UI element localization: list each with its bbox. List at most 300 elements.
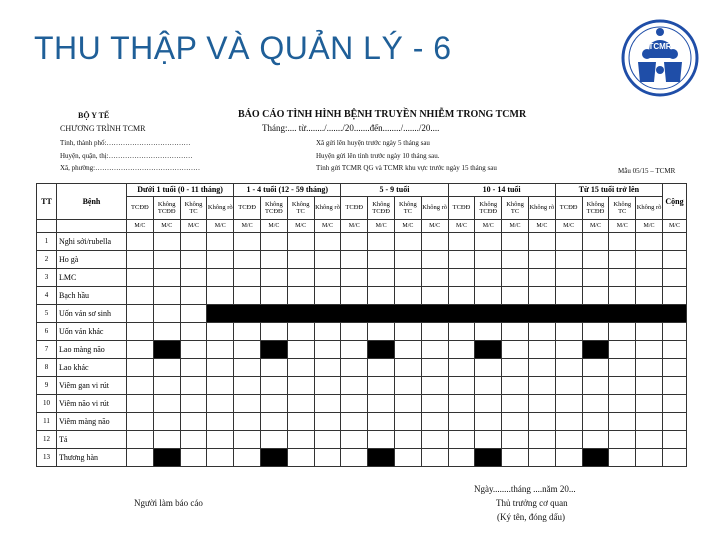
- data-cell: [394, 377, 421, 395]
- mc-header: M/C: [582, 220, 609, 233]
- data-cell: [314, 251, 341, 269]
- data-cell: [207, 413, 234, 431]
- data-cell: [287, 413, 314, 431]
- data-cell: [582, 269, 609, 287]
- data-cell: [207, 233, 234, 251]
- vaccination-status-header: Không TC: [502, 197, 529, 220]
- data-cell: [421, 413, 448, 431]
- data-cell: [475, 251, 502, 269]
- table-row: [37, 377, 687, 395]
- data-cell: [636, 251, 663, 269]
- vaccination-status-header: TCĐĐ: [127, 197, 154, 220]
- data-cell: [287, 269, 314, 287]
- vaccination-status-header: Không TCĐĐ: [475, 197, 502, 220]
- data-cell: [502, 323, 529, 341]
- mc-header: M/C: [314, 220, 341, 233]
- data-cell: [287, 449, 314, 467]
- data-cell: [341, 377, 368, 395]
- data-cell: [502, 359, 529, 377]
- data-cell: [368, 395, 395, 413]
- mc-header: M/C: [394, 220, 421, 233]
- table-row: [37, 323, 687, 341]
- disease-name: Ho gà: [57, 251, 127, 269]
- data-cell: [502, 341, 529, 359]
- not-applicable-cell: [368, 341, 395, 359]
- data-cell: [609, 269, 636, 287]
- data-cell: [636, 287, 663, 305]
- data-cell: [555, 341, 582, 359]
- data-cell: [368, 269, 395, 287]
- row-number: 7: [37, 341, 57, 359]
- program-label: CHƯƠNG TRÌNH TCMR: [60, 124, 146, 133]
- head-of-agency: Thủ trưởng cơ quan: [496, 498, 568, 508]
- vaccination-status-header: Không rõ: [636, 197, 663, 220]
- row-number: 4: [37, 287, 57, 305]
- report-period: Tháng:.... từ......../......./20.......đến......../......./20....: [262, 123, 440, 133]
- data-cell: [207, 395, 234, 413]
- data-cell: [662, 449, 686, 467]
- not-applicable-cell: [260, 449, 287, 467]
- data-cell: [475, 413, 502, 431]
- data-cell: [180, 233, 207, 251]
- data-cell: [127, 233, 154, 251]
- data-cell: [636, 269, 663, 287]
- data-cell: [234, 413, 261, 431]
- data-cell: [368, 359, 395, 377]
- table-row: [37, 431, 687, 449]
- data-cell: [127, 251, 154, 269]
- row-number: 3: [37, 269, 57, 287]
- data-cell: [448, 413, 475, 431]
- data-cell: [609, 377, 636, 395]
- data-cell: [528, 287, 555, 305]
- vaccination-status-header: Không TCĐĐ: [582, 197, 609, 220]
- data-cell: [260, 413, 287, 431]
- data-cell: [341, 359, 368, 377]
- data-cell: [448, 395, 475, 413]
- data-cell: [636, 341, 663, 359]
- table-row: [37, 341, 687, 359]
- data-cell: [528, 341, 555, 359]
- data-cell: [341, 251, 368, 269]
- data-cell: [260, 377, 287, 395]
- data-cell: [421, 377, 448, 395]
- data-cell: [127, 341, 154, 359]
- district-line: Huyện, quận, thị:………………………………: [60, 152, 193, 160]
- data-cell: [448, 377, 475, 395]
- data-cell: [475, 359, 502, 377]
- data-cell: [180, 359, 207, 377]
- data-cell: [153, 323, 180, 341]
- data-cell: [234, 377, 261, 395]
- data-cell: [528, 431, 555, 449]
- data-cell: [448, 251, 475, 269]
- data-cell: [234, 395, 261, 413]
- data-cell: [609, 413, 636, 431]
- data-cell: [662, 431, 686, 449]
- tt-header: TT: [37, 184, 57, 220]
- data-cell: [153, 395, 180, 413]
- not-applicable-block: [207, 305, 687, 323]
- mc-header: M/C: [368, 220, 395, 233]
- table-row: [37, 233, 687, 251]
- data-cell: [207, 269, 234, 287]
- data-cell: [394, 449, 421, 467]
- mc-header: M/C: [421, 220, 448, 233]
- data-cell: [421, 395, 448, 413]
- data-cell: [341, 431, 368, 449]
- data-cell: [475, 269, 502, 287]
- data-cell: [662, 395, 686, 413]
- mc-header: M/C: [287, 220, 314, 233]
- submit-note-province: Tỉnh gửi TCMR QG và TCMR khu vực trước ngày 15 tháng sau: [316, 164, 497, 172]
- slide-title: THU THẬP VÀ QUẢN LÝ - 6: [34, 30, 452, 66]
- mc-header: M/C: [528, 220, 555, 233]
- data-cell: [341, 395, 368, 413]
- submit-note-commune: Xã gửi lên huyện trước ngày 5 tháng sau: [316, 139, 430, 147]
- table-row: [37, 251, 687, 269]
- disease-name: Viêm gan vi rút: [57, 377, 127, 395]
- row-number: 8: [37, 359, 57, 377]
- data-cell: [207, 359, 234, 377]
- data-cell: [528, 449, 555, 467]
- vaccination-status-header: Không rõ: [314, 197, 341, 220]
- data-cell: [394, 341, 421, 359]
- data-cell: [260, 395, 287, 413]
- data-cell: [314, 359, 341, 377]
- vaccination-status-header: Không rõ: [528, 197, 555, 220]
- data-cell: [180, 341, 207, 359]
- data-cell: [314, 341, 341, 359]
- data-cell: [153, 233, 180, 251]
- data-cell: [528, 395, 555, 413]
- data-cell: [555, 233, 582, 251]
- vaccination-status-header: Không TC: [287, 197, 314, 220]
- data-cell: [314, 431, 341, 449]
- tcmr-logo: [620, 18, 700, 98]
- data-cell: [582, 359, 609, 377]
- data-cell: [662, 341, 686, 359]
- data-cell: [153, 269, 180, 287]
- data-cell: [528, 359, 555, 377]
- data-cell: [609, 251, 636, 269]
- data-cell: [394, 251, 421, 269]
- data-cell: [555, 449, 582, 467]
- empty-cell: [57, 220, 127, 233]
- age-group-header: Từ 15 tuổi trở lên: [555, 184, 662, 197]
- data-cell: [475, 431, 502, 449]
- submit-note-district: Huyện gửi lên tỉnh trước ngày 10 tháng sau.: [316, 152, 440, 160]
- data-cell: [662, 269, 686, 287]
- data-cell: [368, 323, 395, 341]
- data-cell: [180, 251, 207, 269]
- data-cell: [448, 269, 475, 287]
- data-cell: [394, 269, 421, 287]
- data-cell: [394, 395, 421, 413]
- data-cell: [636, 323, 663, 341]
- disease-name: Nghi sởi/rubella: [57, 233, 127, 251]
- data-cell: [394, 413, 421, 431]
- data-cell: [341, 287, 368, 305]
- data-cell: [609, 341, 636, 359]
- data-cell: [475, 287, 502, 305]
- not-applicable-cell: [475, 449, 502, 467]
- commune-line: Xã, phường:………………………………………: [60, 164, 201, 172]
- data-cell: [555, 359, 582, 377]
- data-cell: [662, 377, 686, 395]
- data-cell: [662, 233, 686, 251]
- data-cell: [609, 431, 636, 449]
- row-number: 5: [37, 305, 57, 323]
- table-row: [37, 395, 687, 413]
- data-cell: [582, 395, 609, 413]
- data-cell: [394, 431, 421, 449]
- data-cell: [153, 305, 180, 323]
- disease-name: Uốn ván khác: [57, 323, 127, 341]
- not-applicable-cell: [153, 341, 180, 359]
- data-cell: [368, 413, 395, 431]
- data-cell: [314, 377, 341, 395]
- not-applicable-cell: [153, 449, 180, 467]
- data-cell: [314, 287, 341, 305]
- data-cell: [609, 449, 636, 467]
- data-cell: [555, 287, 582, 305]
- row-number: 13: [37, 449, 57, 467]
- province-line: Tỉnh, thành phố:………………………………: [60, 139, 191, 147]
- vaccination-status-header: TCĐĐ: [341, 197, 368, 220]
- table-row: [37, 359, 687, 377]
- vaccination-status-header: Không TCĐĐ: [368, 197, 395, 220]
- data-cell: [609, 323, 636, 341]
- report-date: Ngày........tháng ....năm 20...: [474, 484, 576, 494]
- data-cell: [502, 395, 529, 413]
- data-cell: [207, 341, 234, 359]
- data-cell: [636, 377, 663, 395]
- data-cell: [636, 431, 663, 449]
- data-cell: [421, 449, 448, 467]
- not-applicable-cell: [368, 449, 395, 467]
- data-cell: [368, 431, 395, 449]
- disease-name: Thương hàn: [57, 449, 127, 467]
- data-cell: [555, 269, 582, 287]
- data-cell: [341, 413, 368, 431]
- table-row: [37, 269, 687, 287]
- data-cell: [394, 323, 421, 341]
- data-cell: [528, 251, 555, 269]
- data-cell: [127, 269, 154, 287]
- row-number: 9: [37, 377, 57, 395]
- data-cell: [368, 287, 395, 305]
- data-cell: [421, 251, 448, 269]
- data-cell: [314, 413, 341, 431]
- data-cell: [207, 323, 234, 341]
- data-cell: [662, 413, 686, 431]
- not-applicable-cell: [582, 449, 609, 467]
- data-cell: [582, 233, 609, 251]
- data-cell: [260, 287, 287, 305]
- table-row: [37, 305, 687, 323]
- mc-header: M/C: [180, 220, 207, 233]
- row-number: 11: [37, 413, 57, 431]
- data-cell: [555, 251, 582, 269]
- vaccination-status-header: Không rõ: [207, 197, 234, 220]
- data-cell: [234, 251, 261, 269]
- report-title: BÁO CÁO TÌNH HÌNH BỆNH TRUYỀN NHIỄM TRONG TCMR: [238, 109, 527, 120]
- mc-header: M/C: [153, 220, 180, 233]
- data-cell: [528, 377, 555, 395]
- data-cell: [153, 413, 180, 431]
- data-cell: [260, 323, 287, 341]
- data-cell: [528, 413, 555, 431]
- data-cell: [502, 431, 529, 449]
- data-cell: [368, 251, 395, 269]
- data-cell: [234, 341, 261, 359]
- mc-header: M/C: [207, 220, 234, 233]
- data-cell: [582, 377, 609, 395]
- data-cell: [341, 269, 368, 287]
- data-cell: [394, 233, 421, 251]
- data-cell: [207, 251, 234, 269]
- mc-header: M/C: [555, 220, 582, 233]
- not-applicable-cell: [582, 341, 609, 359]
- data-cell: [394, 287, 421, 305]
- mc-header: M/C: [662, 220, 686, 233]
- row-number: 1: [37, 233, 57, 251]
- data-cell: [368, 377, 395, 395]
- data-cell: [555, 395, 582, 413]
- disease-name: Uốn ván sơ sinh: [57, 305, 127, 323]
- data-cell: [662, 323, 686, 341]
- data-cell: [127, 431, 154, 449]
- data-cell: [153, 287, 180, 305]
- vaccination-status-header: Không TC: [394, 197, 421, 220]
- disease-name: Bạch hầu: [57, 287, 127, 305]
- data-cell: [287, 233, 314, 251]
- data-cell: [180, 305, 207, 323]
- data-cell: [260, 269, 287, 287]
- disease-name: Tả: [57, 431, 127, 449]
- data-cell: [127, 287, 154, 305]
- data-cell: [127, 395, 154, 413]
- data-cell: [555, 431, 582, 449]
- vaccination-status-header: TCĐĐ: [555, 197, 582, 220]
- data-cell: [662, 287, 686, 305]
- data-cell: [287, 395, 314, 413]
- data-cell: [448, 431, 475, 449]
- signature-note: (Ký tên, đóng dấu): [497, 512, 565, 522]
- data-cell: [180, 449, 207, 467]
- data-cell: [127, 305, 154, 323]
- logo-text: TCMR: [648, 42, 672, 51]
- data-cell: [153, 431, 180, 449]
- data-cell: [448, 323, 475, 341]
- data-cell: [582, 251, 609, 269]
- data-cell: [502, 233, 529, 251]
- data-cell: [502, 449, 529, 467]
- data-cell: [636, 413, 663, 431]
- vaccination-status-header: Không TC: [180, 197, 207, 220]
- age-group-header: Dưới 1 tuổi (0 - 11 tháng): [127, 184, 234, 197]
- data-cell: [394, 359, 421, 377]
- data-cell: [314, 269, 341, 287]
- data-cell: [555, 413, 582, 431]
- disease-name: Viêm màng não: [57, 413, 127, 431]
- data-cell: [555, 377, 582, 395]
- age-group-header: 10 - 14 tuổi: [448, 184, 555, 197]
- row-number: 6: [37, 323, 57, 341]
- data-cell: [180, 413, 207, 431]
- data-cell: [207, 431, 234, 449]
- data-cell: [609, 359, 636, 377]
- data-cell: [582, 413, 609, 431]
- mc-header: M/C: [636, 220, 663, 233]
- data-cell: [180, 395, 207, 413]
- data-cell: [153, 251, 180, 269]
- table-row: [37, 413, 687, 431]
- data-cell: [421, 287, 448, 305]
- data-cell: [234, 287, 261, 305]
- data-cell: [153, 359, 180, 377]
- data-cell: [528, 323, 555, 341]
- mc-header: M/C: [475, 220, 502, 233]
- vaccination-status-header: Không TCĐĐ: [260, 197, 287, 220]
- table-row: [37, 449, 687, 467]
- data-cell: [287, 377, 314, 395]
- data-cell: [448, 359, 475, 377]
- data-cell: [287, 323, 314, 341]
- not-applicable-cell: [260, 341, 287, 359]
- data-cell: [207, 287, 234, 305]
- data-cell: [260, 359, 287, 377]
- data-cell: [127, 377, 154, 395]
- data-cell: [180, 323, 207, 341]
- age-group-header: 5 - 9 tuổi: [341, 184, 448, 197]
- data-cell: [180, 287, 207, 305]
- mc-header: M/C: [448, 220, 475, 233]
- data-cell: [153, 377, 180, 395]
- disease-name: Lao khác: [57, 359, 127, 377]
- data-cell: [314, 323, 341, 341]
- disease-report-table: [36, 183, 687, 467]
- data-cell: [475, 323, 502, 341]
- data-cell: [287, 287, 314, 305]
- data-cell: [636, 449, 663, 467]
- data-cell: [528, 269, 555, 287]
- data-cell: [421, 323, 448, 341]
- data-cell: [234, 431, 261, 449]
- data-cell: [662, 359, 686, 377]
- data-cell: [582, 323, 609, 341]
- data-cell: [287, 431, 314, 449]
- data-cell: [341, 449, 368, 467]
- data-cell: [127, 413, 154, 431]
- data-cell: [341, 323, 368, 341]
- data-cell: [448, 287, 475, 305]
- data-cell: [448, 341, 475, 359]
- data-cell: [475, 395, 502, 413]
- disease-name: LMC: [57, 269, 127, 287]
- mc-header: M/C: [609, 220, 636, 233]
- data-cell: [448, 233, 475, 251]
- vaccination-status-header: TCĐĐ: [234, 197, 261, 220]
- data-cell: [234, 233, 261, 251]
- data-cell: [127, 323, 154, 341]
- data-cell: [475, 233, 502, 251]
- data-cell: [662, 251, 686, 269]
- data-cell: [341, 233, 368, 251]
- mc-header: M/C: [234, 220, 261, 233]
- mc-header: M/C: [502, 220, 529, 233]
